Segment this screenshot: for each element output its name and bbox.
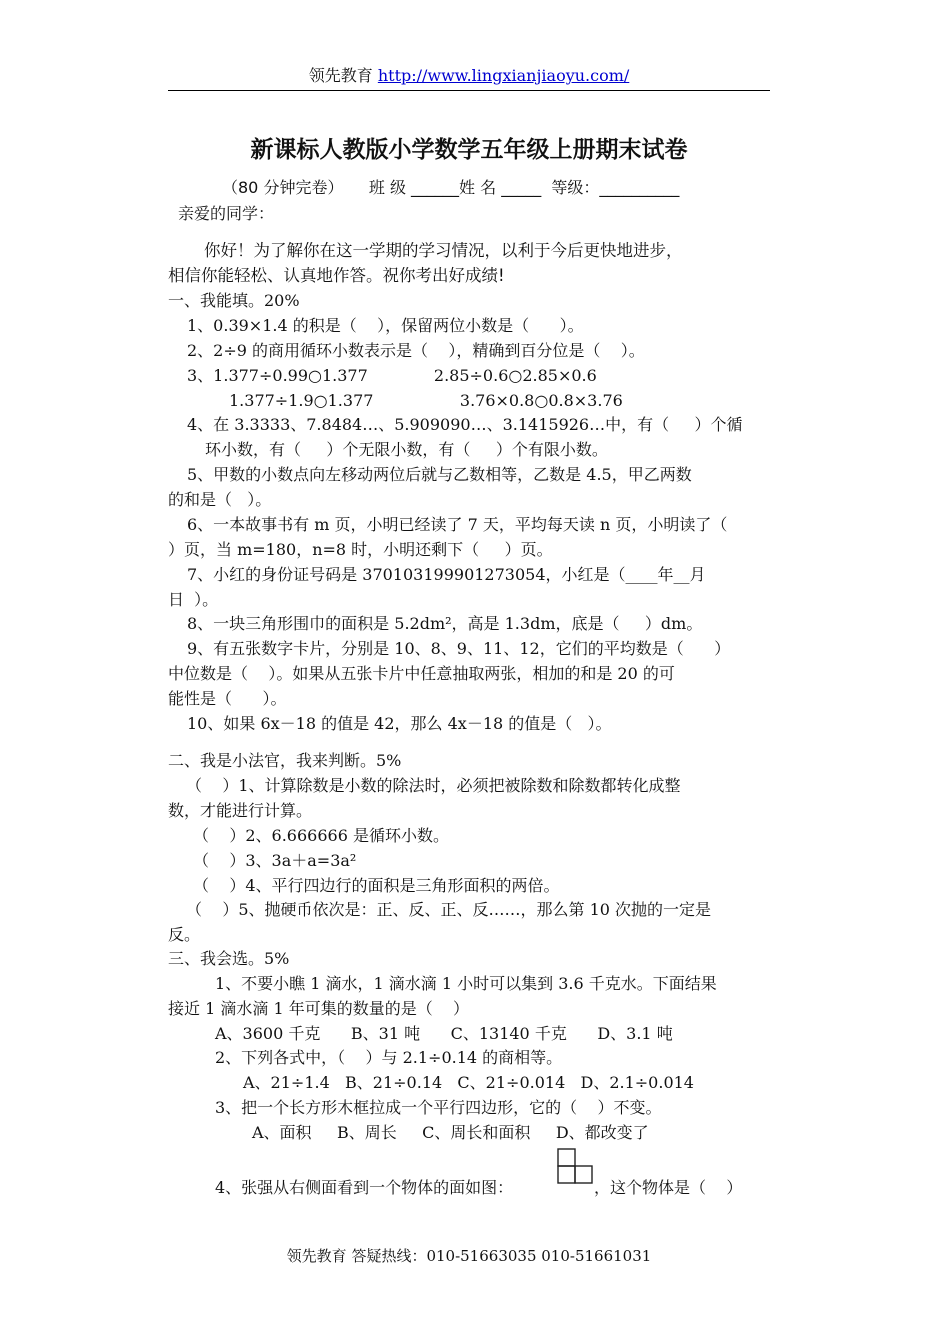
section-heading: 三、我会选。5% (168, 949, 290, 968)
choice-line: 2、下列各式中，（ ）与 2.1÷0.14 的商相等。 (215, 1048, 563, 1067)
judge-line: 数，才能进行计算。 (168, 801, 313, 820)
question-line: 的和是（ ）。 (168, 490, 272, 509)
question-line: 能性是（ ）。 (168, 689, 287, 708)
page-header (168, 64, 770, 88)
greeting: 亲爱的同学： (178, 204, 275, 223)
question-line: 中位数是（ ）。如果从五张卡片中任意抽取两张，相加的和是 20 的可 (168, 664, 675, 683)
question-line: 6、一本故事书有 m 页，小明已经读了 7 天，平均每天读 n 页，小明读了（ (187, 515, 728, 534)
question-line: 10、如果 6x－18 的值是 42，那么 4x－18 的值是（ ）。 (187, 714, 612, 733)
judge-line: （ ）5、抛硬币依次是：正、反、正、反……，那么第 10 次抛的一定是 (186, 900, 712, 919)
question-line: 7、小红的身份证号码是 370103199901273054，小红是（____年__月 (187, 565, 706, 584)
page-title: 新课标人教版小学数学五年级上册期末试卷 (250, 137, 688, 163)
judge-line: （ ）3、3a＋a=3a² (193, 851, 357, 870)
page-footer: 领先教育 答疑热线：010-51663035 010-51661031 (286, 1247, 652, 1265)
choice-line: 3、把一个长方形木框拉成一个平行四边形，它的（ ）不变。 (215, 1098, 662, 1117)
choice-options: A、21÷1.4 B、21÷0.14 C、21÷0.014 D、2.1÷0.014 (243, 1073, 694, 1092)
judge-line: （ ）4、平行四边行的面积是三角形面积的两倍。 (193, 876, 560, 895)
judge-line: （ ）2、6.666666 是循环小数。 (193, 826, 449, 845)
header-rule (168, 90, 770, 91)
header-link[interactable]: http://www.lingxianjiaoyu.com/ (377, 66, 630, 85)
intro-line: 你好！为了解你在这一学期的学习情况，以利于今后更快地进步， (204, 241, 683, 260)
judge-line: 反。 (168, 925, 201, 944)
choice-line: 接近 1 滴水滴 1 年可集的数量的是（ ） (168, 999, 470, 1018)
section-heading: 一、我能填。20% (168, 291, 300, 310)
question-line: 3、1.377÷0.99○1.377 2.85÷0.6○2.85×0.6 (187, 366, 597, 385)
intro-line: 相信你能轻松、认真地作答。祝你考出好成绩! (168, 266, 505, 285)
question-line: 8、一块三角形围巾的面积是 5.2dm²，高是 1.3dm，底是（ ）dm。 (187, 614, 703, 633)
info-line: （80 分钟完卷） 班 级 ______姓 名 _____ 等级：__________ (222, 178, 680, 197)
question-line: 日 ）。 (168, 590, 219, 609)
choice-line: ，这个物体是（ ） (594, 1178, 743, 1197)
choice-line: 1、不要小瞧 1 滴水，1 滴水滴 1 小时可以集到 3.6 千克水。下面结果 (215, 974, 717, 993)
question-line: 1.377÷1.9○1.377 3.76×0.8○0.8×3.76 (229, 391, 623, 410)
choice-options: A、3600 千克 B、31 吨 C、13140 千克 D、3.1 吨 (215, 1024, 673, 1043)
judge-line: （ ）1、计算除数是小数的除法时，必须把被除数和除数都转化成整 (186, 776, 681, 795)
section-heading: 二、我是小法官，我来判断。5% (168, 751, 402, 770)
question-line: 环小数，有（ ）个无限小数，有（ ）个有限小数。 (205, 440, 608, 459)
choice-options: A、面积 B、周长 C、周长和面积 D、都改变了 (252, 1123, 649, 1142)
question-line: 4、在 3.3333、7.8484…、5.909090…、3.1415926…中，有（ ）个循 (187, 415, 743, 434)
question-line: 1、0.39×1.4 的积是（ ），保留两位小数是（ ）。 (187, 316, 584, 335)
question-line: 9、有五张数字卡片，分别是 10、8、9、11、12，它们的平均数是（ ） (187, 639, 731, 658)
question-line: 2、2÷9 的商用循环小数表示是（ ），精确到百分位是（ ）。 (187, 341, 645, 360)
choice-line: 4、张强从右侧面看到一个物体的面如图： (215, 1178, 514, 1197)
header-brand: 领先教育 (308, 66, 373, 85)
question-line: 5、甲数的小数点向左移动两位后就与乙数相等，乙数是 4.5，甲乙两数 (187, 465, 692, 484)
view-figure (557, 1148, 593, 1186)
question-line: ）页，当 m=180，n=8 时，小明还剩下（ ）页。 (168, 540, 553, 559)
